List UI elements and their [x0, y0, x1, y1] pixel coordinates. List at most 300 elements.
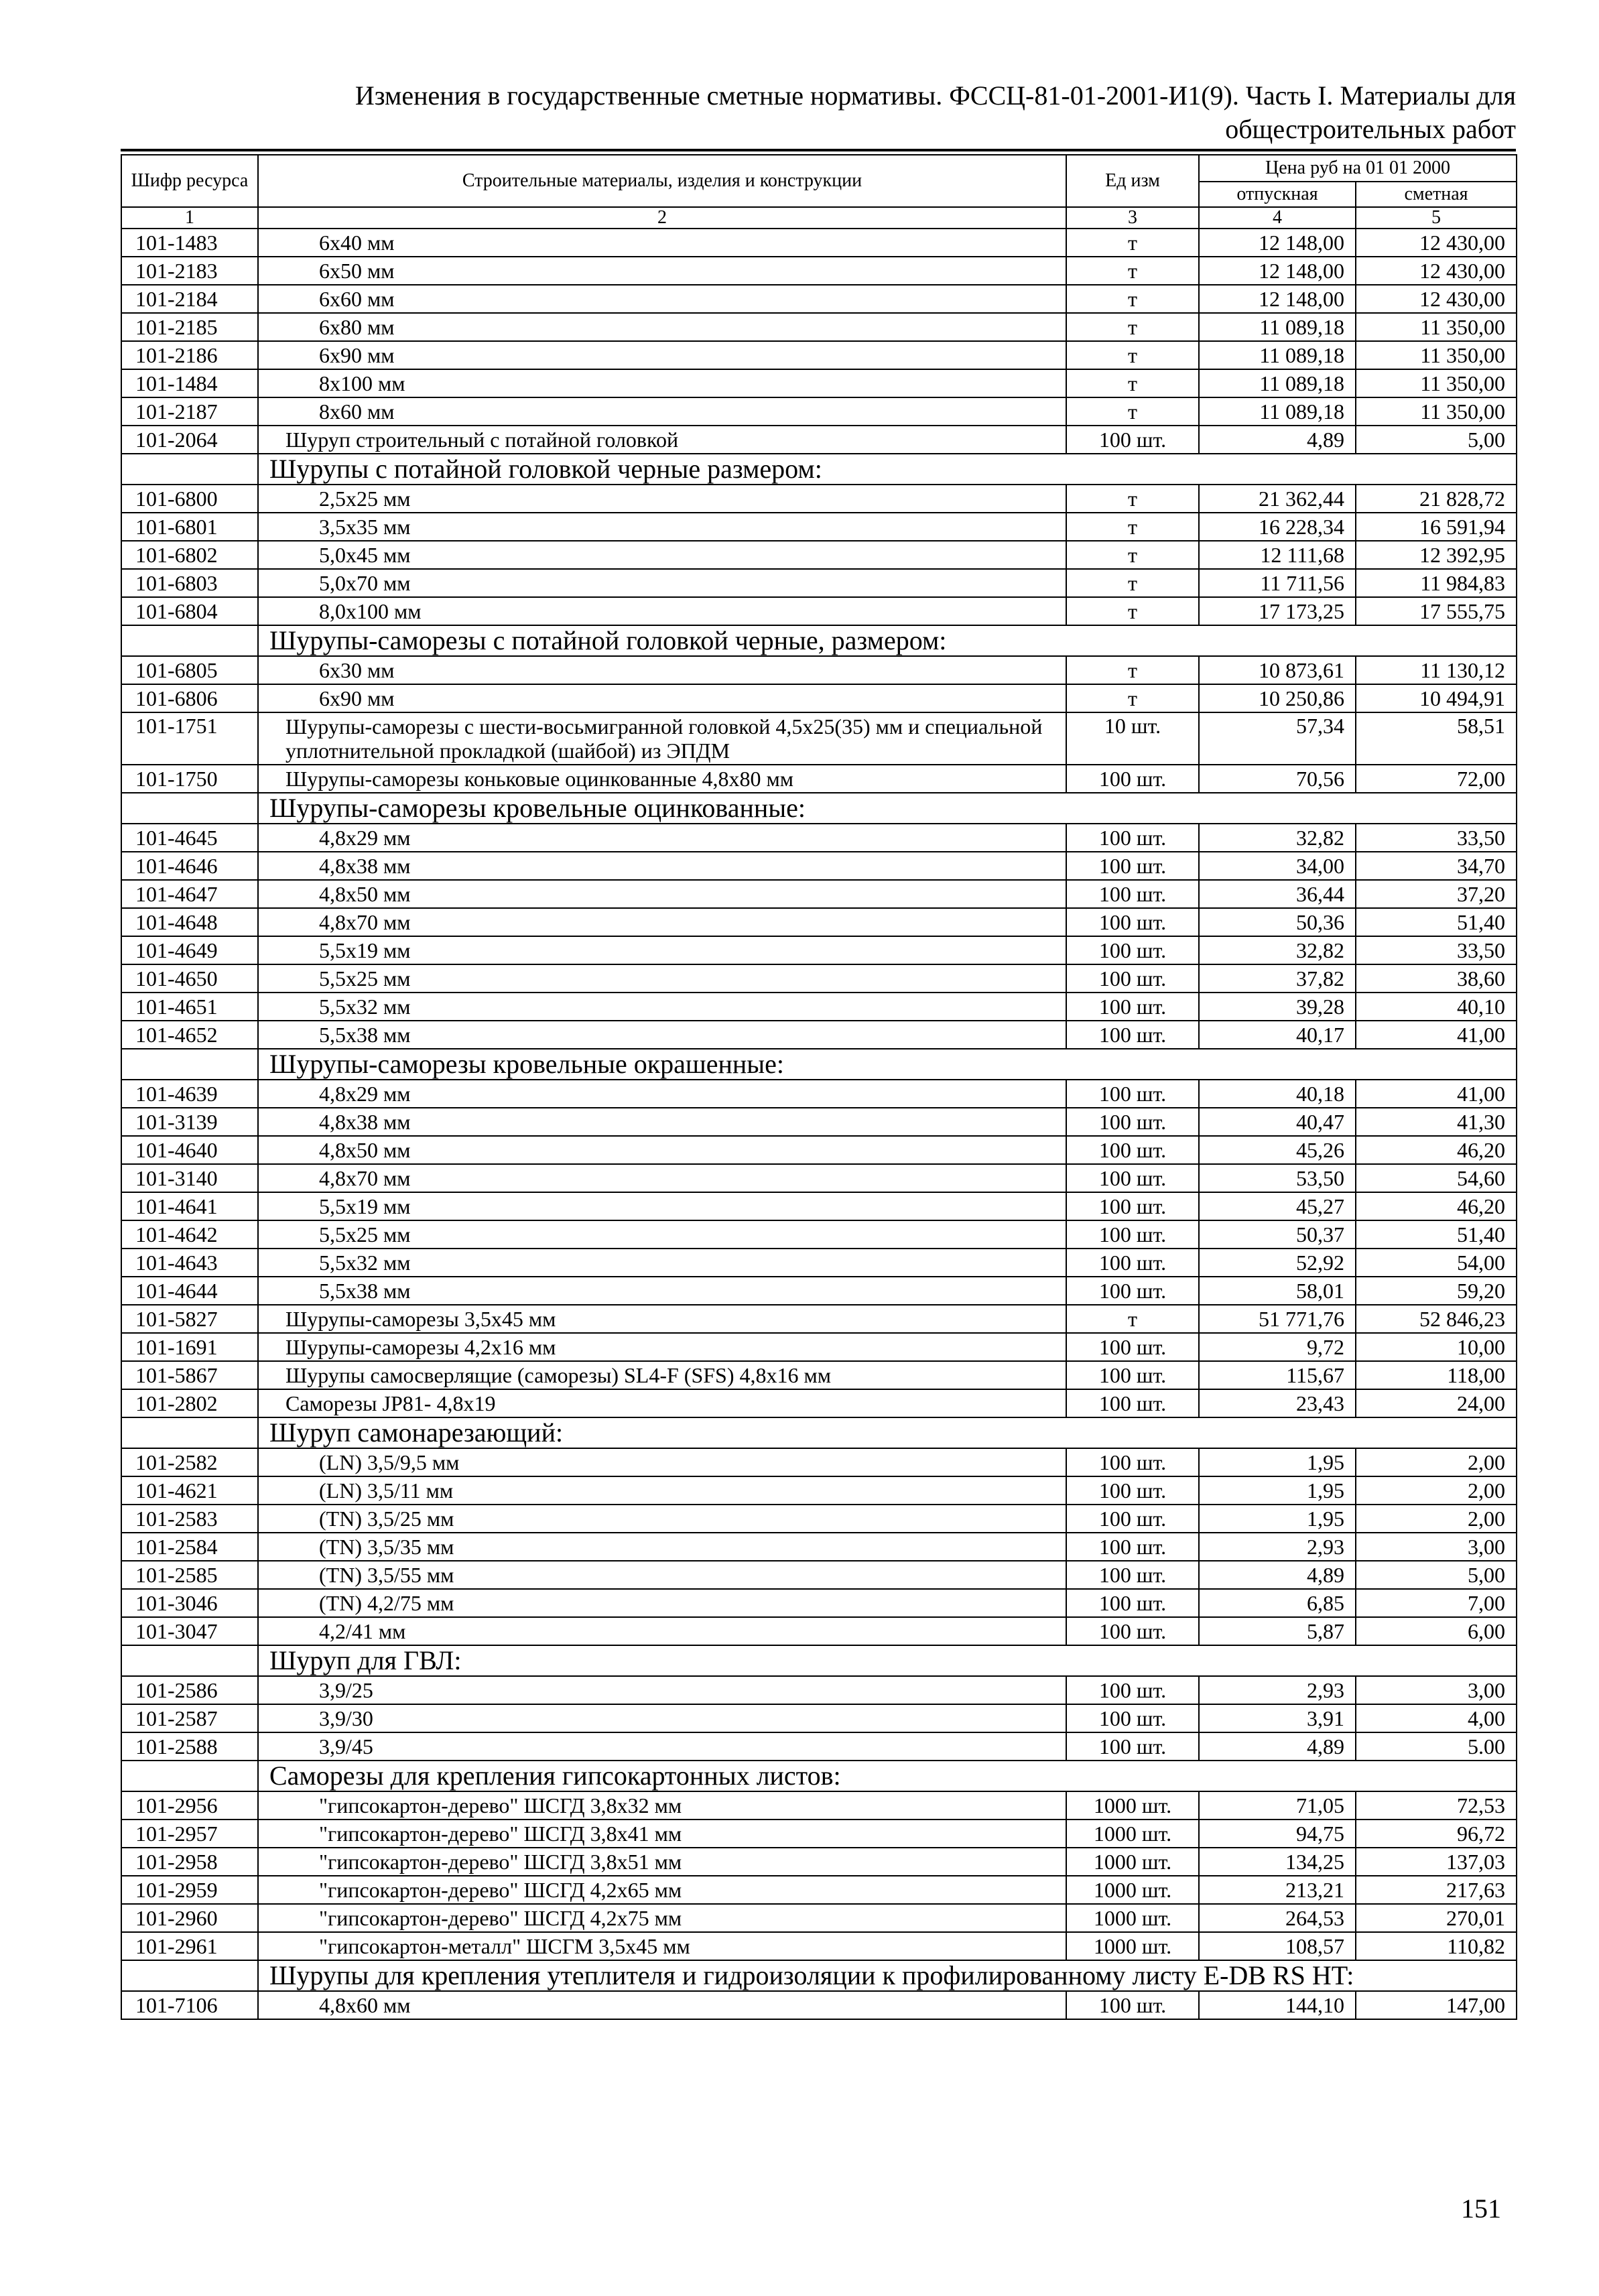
resource-code: 101-2584 — [121, 1533, 258, 1561]
material-name: Саморезы JP81- 4,8x19 — [258, 1389, 1066, 1417]
group-heading-row — [121, 1049, 1517, 1080]
unit-cell: 100 шт. — [1066, 426, 1199, 454]
col-number: 2 — [258, 207, 1066, 229]
estimate-price: 21 828,72 — [1356, 485, 1517, 513]
release-price: 6,85 — [1199, 1589, 1356, 1617]
table-row — [121, 1589, 1517, 1617]
material-name: 6x80 мм — [258, 313, 1066, 341]
estimate-price: 147,00 — [1356, 1991, 1517, 2019]
material-name: 5,5x32 мм — [258, 1249, 1066, 1277]
release-price: 37,82 — [1199, 964, 1356, 993]
table-row — [121, 1448, 1517, 1476]
resource-code: 101-2186 — [121, 341, 258, 369]
resource-code: 101-2185 — [121, 313, 258, 341]
unit-cell: 100 шт. — [1066, 1561, 1199, 1589]
resource-code: 101-1484 — [121, 369, 258, 397]
resource-code: 101-4647 — [121, 880, 258, 908]
table-row — [121, 1704, 1517, 1732]
table-row — [121, 285, 1517, 313]
group-code-cell — [121, 625, 258, 656]
resource-code: 101-1691 — [121, 1333, 258, 1361]
resource-code: 101-4645 — [121, 824, 258, 852]
unit-cell: 100 шт. — [1066, 1991, 1199, 2019]
material-name: "гипсокартон-металл" ШСГМ 3,5x45 мм — [258, 1932, 1066, 1960]
release-price: 11 711,56 — [1199, 569, 1356, 597]
material-name: "гипсокартон-дерево" ШСГД 4,2x65 мм — [258, 1876, 1066, 1904]
unit-cell: т — [1066, 397, 1199, 426]
resource-code: 101-2587 — [121, 1704, 258, 1732]
unit-cell: 1000 шт. — [1066, 1904, 1199, 1932]
estimate-price: 52 846,23 — [1356, 1305, 1517, 1333]
table-row — [121, 765, 1517, 793]
release-price: 11 089,18 — [1199, 369, 1356, 397]
group-heading-row — [121, 454, 1517, 485]
material-name: Шурупы-саморезы коньковые оцинкованные 4,8x80 мм — [258, 765, 1066, 793]
material-name: Шурупы-саморезы 3,5x45 мм — [258, 1305, 1066, 1333]
unit-cell: 100 шт. — [1066, 1164, 1199, 1192]
document-header — [315, 79, 1516, 146]
col-number: 5 — [1356, 207, 1517, 229]
release-price: 1,95 — [1199, 1476, 1356, 1505]
release-price: 94,75 — [1199, 1820, 1356, 1848]
material-name: 4,8x29 мм — [258, 824, 1066, 852]
materials-table — [121, 154, 1517, 2020]
release-price: 11 089,18 — [1199, 313, 1356, 341]
material-name: 6x90 мм — [258, 341, 1066, 369]
estimate-price: 5,00 — [1356, 1561, 1517, 1589]
resource-code: 101-4621 — [121, 1476, 258, 1505]
table-row — [121, 369, 1517, 397]
material-name: 4,2/41 мм — [258, 1617, 1066, 1645]
release-price: 4,89 — [1199, 426, 1356, 454]
unit-cell: 100 шт. — [1066, 1389, 1199, 1417]
material-name: 5,5x25 мм — [258, 964, 1066, 993]
release-price: 32,82 — [1199, 824, 1356, 852]
table-row — [121, 936, 1517, 964]
estimate-price: 46,20 — [1356, 1192, 1517, 1220]
material-name: 5,5x32 мм — [258, 993, 1066, 1021]
release-price: 40,47 — [1199, 1108, 1356, 1136]
table-row — [121, 1561, 1517, 1589]
unit-cell: 10 шт. — [1066, 712, 1199, 765]
page-number: 151 — [1461, 2193, 1501, 2224]
table-row — [121, 1791, 1517, 1820]
unit-cell: т — [1066, 656, 1199, 684]
release-price: 16 228,34 — [1199, 513, 1356, 541]
material-name: "гипсокартон-дерево" ШСГД 3,8x51 мм — [258, 1848, 1066, 1876]
table-row — [121, 597, 1517, 625]
resource-code: 101-4644 — [121, 1277, 258, 1305]
resource-code: 101-2958 — [121, 1848, 258, 1876]
unit-cell: 100 шт. — [1066, 936, 1199, 964]
table-row — [121, 1249, 1517, 1277]
material-name: "гипсокартон-дерево" ШСГД 4,2x75 мм — [258, 1904, 1066, 1932]
material-name: 5,5x38 мм — [258, 1277, 1066, 1305]
material-name: 6x50 мм — [258, 257, 1066, 285]
release-price: 12 148,00 — [1199, 229, 1356, 257]
material-name: 5,5x19 мм — [258, 936, 1066, 964]
release-price: 36,44 — [1199, 880, 1356, 908]
group-heading-row — [121, 625, 1517, 656]
release-price: 32,82 — [1199, 936, 1356, 964]
release-price: 45,26 — [1199, 1136, 1356, 1164]
resource-code: 101-1750 — [121, 765, 258, 793]
material-name: 6x90 мм — [258, 684, 1066, 712]
material-name: 4,8x38 мм — [258, 852, 1066, 880]
table-row — [121, 1676, 1517, 1704]
resource-code: 101-2183 — [121, 257, 258, 285]
group-heading: Шурупы с потайной головкой черные размером: — [258, 454, 1517, 485]
estimate-price: 24,00 — [1356, 1389, 1517, 1417]
resource-code: 101-4641 — [121, 1192, 258, 1220]
material-name: 4,8x38 мм — [258, 1108, 1066, 1136]
release-price: 12 148,00 — [1199, 257, 1356, 285]
unit-cell: т — [1066, 285, 1199, 313]
estimate-price: 41,30 — [1356, 1108, 1517, 1136]
release-price: 4,89 — [1199, 1561, 1356, 1589]
unit-cell: 100 шт. — [1066, 1617, 1199, 1645]
estimate-price: 54,60 — [1356, 1164, 1517, 1192]
release-price: 21 362,44 — [1199, 485, 1356, 513]
unit-cell: 100 шт. — [1066, 1333, 1199, 1361]
unit-cell: 100 шт. — [1066, 1676, 1199, 1704]
unit-cell: 100 шт. — [1066, 1448, 1199, 1476]
unit-cell: 100 шт. — [1066, 1505, 1199, 1533]
release-price: 70,56 — [1199, 765, 1356, 793]
estimate-price: 110,82 — [1356, 1932, 1517, 1960]
header-rule — [121, 149, 1516, 151]
resource-code: 101-6803 — [121, 569, 258, 597]
table-row — [121, 257, 1517, 285]
material-name: 6x30 мм — [258, 656, 1066, 684]
material-name: (TN) 4,2/75 мм — [258, 1589, 1066, 1617]
material-name: 6x60 мм — [258, 285, 1066, 313]
material-name: 8x60 мм — [258, 397, 1066, 426]
resource-code: 101-3047 — [121, 1617, 258, 1645]
resource-code: 101-3140 — [121, 1164, 258, 1192]
col-header-estimate: сметная — [1356, 182, 1517, 207]
release-price: 50,36 — [1199, 908, 1356, 936]
estimate-price: 11 984,83 — [1356, 569, 1517, 597]
estimate-price: 7,00 — [1356, 1589, 1517, 1617]
unit-cell: 100 шт. — [1066, 1533, 1199, 1561]
material-name: 8,0x100 мм — [258, 597, 1066, 625]
group-code-cell — [121, 1960, 258, 1991]
estimate-price: 2,00 — [1356, 1505, 1517, 1533]
material-name: 3,5x35 мм — [258, 513, 1066, 541]
release-price: 52,92 — [1199, 1249, 1356, 1277]
group-code-cell — [121, 1645, 258, 1676]
estimate-price: 17 555,75 — [1356, 597, 1517, 625]
material-name: 4,8x70 мм — [258, 1164, 1066, 1192]
table-row — [121, 1533, 1517, 1561]
material-name: Шурупы-саморезы 4,2x16 мм — [258, 1333, 1066, 1361]
resource-code: 101-2585 — [121, 1561, 258, 1589]
resource-code: 101-2582 — [121, 1448, 258, 1476]
table-row — [121, 426, 1517, 454]
group-heading: Шурупы для крепления утеплителя и гидроизоляции к профилированному листу E-DB RS HT: — [258, 1960, 1517, 1991]
table-row — [121, 1732, 1517, 1761]
material-name: (TN) 3,5/35 мм — [258, 1533, 1066, 1561]
estimate-price: 5,00 — [1356, 426, 1517, 454]
resource-code: 101-4642 — [121, 1220, 258, 1249]
estimate-price: 72,53 — [1356, 1791, 1517, 1820]
unit-cell: 100 шт. — [1066, 824, 1199, 852]
resource-code: 101-2583 — [121, 1505, 258, 1533]
col-header-unit: Ед изм — [1066, 155, 1199, 207]
estimate-price: 11 350,00 — [1356, 313, 1517, 341]
group-code-cell — [121, 1049, 258, 1080]
estimate-price: 3,00 — [1356, 1676, 1517, 1704]
unit-cell: 1000 шт. — [1066, 1876, 1199, 1904]
estimate-price: 3,00 — [1356, 1533, 1517, 1561]
table-row — [121, 1277, 1517, 1305]
estimate-price: 16 591,94 — [1356, 513, 1517, 541]
table-row — [121, 1904, 1517, 1932]
material-name: 4,8x60 мм — [258, 1991, 1066, 2019]
release-price: 9,72 — [1199, 1333, 1356, 1361]
table-row — [121, 824, 1517, 852]
table-row — [121, 852, 1517, 880]
table-row — [121, 712, 1517, 765]
release-price: 10 873,61 — [1199, 656, 1356, 684]
group-code-cell — [121, 1761, 258, 1791]
group-heading-row — [121, 793, 1517, 824]
col-number: 1 — [121, 207, 258, 229]
estimate-price: 2,00 — [1356, 1448, 1517, 1476]
estimate-price: 37,20 — [1356, 880, 1517, 908]
resource-code: 101-2586 — [121, 1676, 258, 1704]
estimate-price: 33,50 — [1356, 936, 1517, 964]
release-price: 4,89 — [1199, 1732, 1356, 1761]
table-row — [121, 313, 1517, 341]
estimate-price: 72,00 — [1356, 765, 1517, 793]
table-row — [121, 485, 1517, 513]
unit-cell: 100 шт. — [1066, 1704, 1199, 1732]
estimate-price: 10 494,91 — [1356, 684, 1517, 712]
table-row — [121, 1820, 1517, 1848]
material-name: 4,8x70 мм — [258, 908, 1066, 936]
estimate-price: 58,51 — [1356, 712, 1517, 765]
table-row — [121, 684, 1517, 712]
estimate-price: 40,10 — [1356, 993, 1517, 1021]
release-price: 5,87 — [1199, 1617, 1356, 1645]
material-name: (LN) 3,5/11 мм — [258, 1476, 1066, 1505]
table-row — [121, 1220, 1517, 1249]
unit-cell: т — [1066, 229, 1199, 257]
group-heading-row — [121, 1960, 1517, 1991]
group-code-cell — [121, 454, 258, 485]
resource-code: 101-3139 — [121, 1108, 258, 1136]
unit-cell: т — [1066, 684, 1199, 712]
release-price: 50,37 — [1199, 1220, 1356, 1249]
unit-cell: т — [1066, 541, 1199, 569]
table-row — [121, 513, 1517, 541]
table-row — [121, 908, 1517, 936]
unit-cell: т — [1066, 369, 1199, 397]
estimate-price: 2,00 — [1356, 1476, 1517, 1505]
table-row — [121, 1476, 1517, 1505]
estimate-price: 11 130,12 — [1356, 656, 1517, 684]
table-row — [121, 1389, 1517, 1417]
estimate-price: 41,00 — [1356, 1080, 1517, 1108]
resource-code: 101-4639 — [121, 1080, 258, 1108]
material-name: 4,8x50 мм — [258, 880, 1066, 908]
resource-code: 101-2960 — [121, 1904, 258, 1932]
unit-cell: 100 шт. — [1066, 1732, 1199, 1761]
estimate-price: 33,50 — [1356, 824, 1517, 852]
estimate-price: 12 392,95 — [1356, 541, 1517, 569]
estimate-price: 118,00 — [1356, 1361, 1517, 1389]
release-price: 12 111,68 — [1199, 541, 1356, 569]
table-row — [121, 1305, 1517, 1333]
resource-code: 101-2802 — [121, 1389, 258, 1417]
estimate-price: 11 350,00 — [1356, 397, 1517, 426]
table-body — [121, 229, 1517, 2019]
release-price: 1,95 — [1199, 1448, 1356, 1476]
group-heading: Шуруп для ГВЛ: — [258, 1645, 1517, 1676]
resource-code: 101-4646 — [121, 852, 258, 880]
unit-cell: т — [1066, 597, 1199, 625]
estimate-price: 137,03 — [1356, 1848, 1517, 1876]
table-row — [121, 541, 1517, 569]
estimate-price: 6,00 — [1356, 1617, 1517, 1645]
release-price: 39,28 — [1199, 993, 1356, 1021]
col-number: 3 — [1066, 207, 1199, 229]
material-name: "гипсокартон-дерево" ШСГД 3,8x32 мм — [258, 1791, 1066, 1820]
unit-cell: 100 шт. — [1066, 765, 1199, 793]
group-heading-row — [121, 1645, 1517, 1676]
release-price: 71,05 — [1199, 1791, 1356, 1820]
table-row — [121, 1991, 1517, 2019]
table-row — [121, 656, 1517, 684]
group-code-cell — [121, 1417, 258, 1448]
release-price: 40,17 — [1199, 1021, 1356, 1049]
material-name: "гипсокартон-дерево" ШСГД 3,8x41 мм — [258, 1820, 1066, 1848]
table-row — [121, 1108, 1517, 1136]
resource-code: 101-4649 — [121, 936, 258, 964]
estimate-price: 12 430,00 — [1356, 285, 1517, 313]
resource-code: 101-6806 — [121, 684, 258, 712]
unit-cell: 100 шт. — [1066, 1021, 1199, 1049]
estimate-price: 51,40 — [1356, 908, 1517, 936]
release-price: 23,43 — [1199, 1389, 1356, 1417]
material-name: 5,5x19 мм — [258, 1192, 1066, 1220]
release-price: 11 089,18 — [1199, 341, 1356, 369]
unit-cell: т — [1066, 1305, 1199, 1333]
header-line-1: Изменения в государственные сметные нормативы. ФССЦ-81-01-2001-И1(9). Часть I. Материалы для — [355, 80, 1516, 111]
resource-code: 101-6801 — [121, 513, 258, 541]
resource-code: 101-4643 — [121, 1249, 258, 1277]
unit-cell: 100 шт. — [1066, 852, 1199, 880]
resource-code: 101-2959 — [121, 1876, 258, 1904]
release-price: 57,34 — [1199, 712, 1356, 765]
material-name: (TN) 3,5/25 мм — [258, 1505, 1066, 1533]
group-heading-row — [121, 1417, 1517, 1448]
table-row — [121, 1876, 1517, 1904]
col-header-name: Строительные материалы, изделия и конструкции — [258, 155, 1066, 207]
release-price: 2,93 — [1199, 1533, 1356, 1561]
resource-code: 101-4650 — [121, 964, 258, 993]
release-price: 134,25 — [1199, 1848, 1356, 1876]
table-row — [121, 229, 1517, 257]
release-price: 12 148,00 — [1199, 285, 1356, 313]
unit-cell: т — [1066, 513, 1199, 541]
unit-cell: 100 шт. — [1066, 964, 1199, 993]
material-name: Шурупы-саморезы с шести-восьмигранной головкой 4,5x25(35) мм и специальной уплотнительной прокладкой (шайбой) из ЭПДМ — [258, 712, 1066, 765]
material-name: 6x40 мм — [258, 229, 1066, 257]
table-row — [121, 1164, 1517, 1192]
resource-code: 101-2187 — [121, 397, 258, 426]
resource-code: 101-2956 — [121, 1791, 258, 1820]
unit-cell: т — [1066, 341, 1199, 369]
release-price: 34,00 — [1199, 852, 1356, 880]
estimate-price: 217,63 — [1356, 1876, 1517, 1904]
group-heading: Шурупы-саморезы с потайной головкой черные, размером: — [258, 625, 1517, 656]
unit-cell: 100 шт. — [1066, 993, 1199, 1021]
unit-cell: 1000 шт. — [1066, 1820, 1199, 1848]
material-name: (TN) 3,5/55 мм — [258, 1561, 1066, 1589]
unit-cell: т — [1066, 313, 1199, 341]
estimate-price: 34,70 — [1356, 852, 1517, 880]
unit-cell: 100 шт. — [1066, 1277, 1199, 1305]
group-heading: Саморезы для крепления гипсокартонных листов: — [258, 1761, 1517, 1791]
unit-cell: 100 шт. — [1066, 1476, 1199, 1505]
table-row — [121, 1505, 1517, 1533]
table-row — [121, 1333, 1517, 1361]
material-name: 5,5x25 мм — [258, 1220, 1066, 1249]
resource-code: 101-3046 — [121, 1589, 258, 1617]
material-name: 2,5x25 мм — [258, 485, 1066, 513]
table-row — [121, 1361, 1517, 1389]
release-price: 58,01 — [1199, 1277, 1356, 1305]
unit-cell: 100 шт. — [1066, 1080, 1199, 1108]
release-price: 1,95 — [1199, 1505, 1356, 1533]
col-header-code: Шифр ресурса — [121, 155, 258, 207]
material-name: Шурупы самосверлящие (саморезы) SL4-F (SFS) 4,8x16 мм — [258, 1361, 1066, 1389]
estimate-price: 11 350,00 — [1356, 341, 1517, 369]
unit-cell: 100 шт. — [1066, 1220, 1199, 1249]
table-row — [121, 1192, 1517, 1220]
material-name: (LN) 3,5/9,5 мм — [258, 1448, 1066, 1476]
resource-code: 101-5867 — [121, 1361, 258, 1389]
unit-cell: т — [1066, 569, 1199, 597]
material-name: 3,9/45 — [258, 1732, 1066, 1761]
unit-cell: т — [1066, 485, 1199, 513]
estimate-price: 12 430,00 — [1356, 229, 1517, 257]
col-number: 4 — [1199, 207, 1356, 229]
release-price: 115,67 — [1199, 1361, 1356, 1389]
group-heading: Шурупы-саморезы кровельные окрашенные: — [258, 1049, 1517, 1080]
table-row — [121, 1080, 1517, 1108]
unit-cell: 1000 шт. — [1066, 1791, 1199, 1820]
unit-cell: 1000 шт. — [1066, 1932, 1199, 1960]
estimate-price: 59,20 — [1356, 1277, 1517, 1305]
estimate-price: 96,72 — [1356, 1820, 1517, 1848]
resource-code: 101-2064 — [121, 426, 258, 454]
material-name: 8x100 мм — [258, 369, 1066, 397]
unit-cell: 100 шт. — [1066, 1108, 1199, 1136]
material-name: 5,5x38 мм — [258, 1021, 1066, 1049]
release-price: 17 173,25 — [1199, 597, 1356, 625]
release-price: 10 250,86 — [1199, 684, 1356, 712]
resource-code: 101-1751 — [121, 712, 258, 765]
table-header-row — [121, 155, 1517, 182]
resource-code: 101-2961 — [121, 1932, 258, 1960]
release-price: 213,21 — [1199, 1876, 1356, 1904]
col-header-price: Цена руб на 01 01 2000 — [1199, 155, 1517, 182]
unit-cell: т — [1066, 257, 1199, 285]
